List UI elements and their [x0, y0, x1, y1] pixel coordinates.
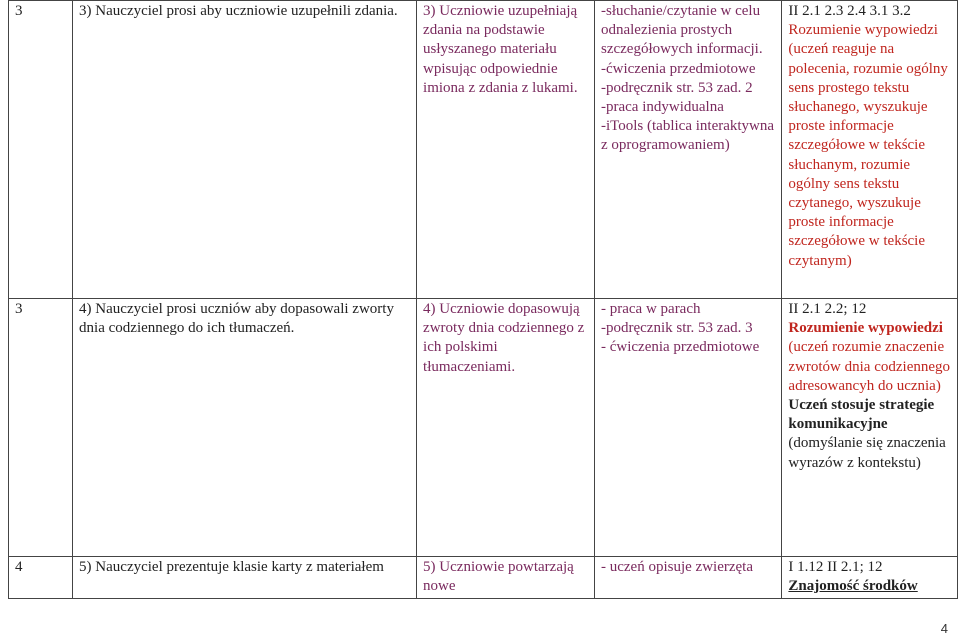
- page-number: 4: [940, 621, 948, 636]
- curriculum-heading: Rozumienie wypowiedzi: [788, 22, 938, 39]
- students-activity: 4) Uczniowie dopasowują zwroty dnia codziennego z ich polskimi tłumaczeniami.: [417, 299, 595, 557]
- curriculum-cell: [782, 1, 958, 299]
- method-item: -słuchanie/czytanie w celu odnalezienia prostych szczegółowych informacji.: [600, 3, 763, 58]
- row-number: 3: [9, 1, 73, 299]
- method-item: -podręcznik str. 53 zad. 2: [600, 79, 753, 96]
- method-item: -podręcznik str. 53 zad. 3: [600, 320, 753, 337]
- lesson-plan-table: [8, 0, 958, 599]
- curriculum-code: II 2.1 2.3 2.4 3.1 3.2: [788, 3, 911, 19]
- row-number: 4: [9, 557, 73, 599]
- table-row: [9, 299, 958, 557]
- curriculum-code: II 2.1 2.2; 12: [788, 301, 867, 317]
- method-item: - ćwiczenia przedmiotowe: [600, 339, 760, 356]
- curriculum-cell: [782, 299, 958, 557]
- teacher-activity: 5) Nauczyciel prezentuje klasie karty z materiałem: [73, 557, 417, 599]
- methods-cell: [594, 1, 781, 299]
- curriculum-text: (uczeń rozumie znaczenie zwrotów dnia codziennego adresowancyh do ucznia): [788, 339, 951, 394]
- row-number: 3: [9, 299, 73, 557]
- curriculum-code: I 1.12 II 2.1; 12: [788, 559, 883, 575]
- curriculum-heading-2: Uczeń stosuje strategie komunikacyjne: [788, 397, 935, 433]
- curriculum-heading: Znajomość środków: [788, 578, 918, 595]
- curriculum-heading: Rozumienie wypowiedzi: [788, 320, 943, 337]
- methods-cell: [594, 557, 781, 599]
- method-item: - praca w parach: [600, 301, 701, 317]
- table-row: [9, 1, 958, 299]
- teacher-activity: 3) Nauczyciel prosi aby uczniowie uzupełnili zdania.: [73, 1, 417, 299]
- curriculum-cell: [782, 557, 958, 599]
- students-activity: 3) Uczniowie uzupełniają zdania na podstawie usłyszanego materiału wpisując odpowiednie imiona z zdania z lukami.: [417, 1, 595, 299]
- method-item: -ćwiczenia przedmiotowe: [600, 60, 756, 77]
- method-item: -praca indywidualna: [600, 99, 724, 116]
- curriculum-text-2: (domyślanie się znaczenia wyrazów z kontekstu): [788, 435, 946, 471]
- teacher-activity: 4) Nauczyciel prosi uczniów aby dopasowali zworty dnia codziennego do ich tłumaczeń.: [73, 299, 417, 557]
- method-item: - uczeń opisuje zwierzęta: [600, 559, 753, 575]
- curriculum-text: (uczeń reaguje na polecenia, rozumie ogólny sens prostego tekstu słuchanego, wyszukuje proste informacje szczegółowe w tekście słuchanym, rozumie ogólny sens tekstu czytanego, wyszukuje proste informacje szczegółowe w tekście czytanym): [788, 41, 948, 269]
- table-row: [9, 557, 958, 599]
- students-activity: 5) Uczniowie powtarzają nowe: [417, 557, 595, 599]
- methods-cell: [594, 299, 781, 557]
- method-item: -iTools (tablica interaktywna z oprogramowaniem): [600, 118, 775, 154]
